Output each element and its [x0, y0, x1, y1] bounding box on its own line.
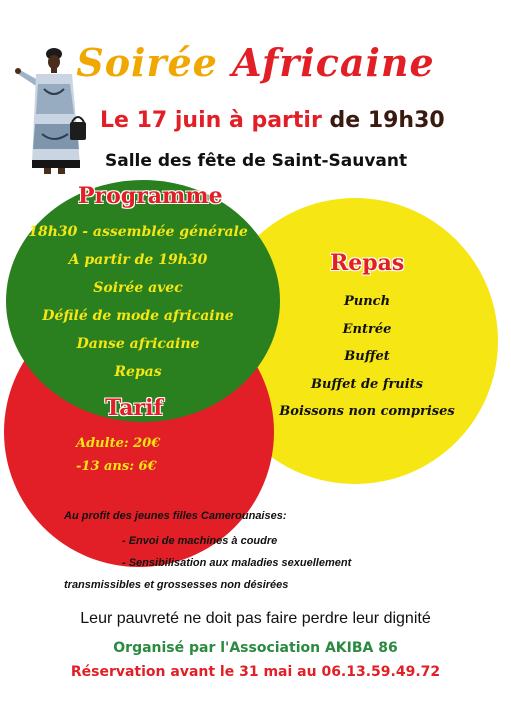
organizer-text: Organisé par l'Association AKIBA 86: [113, 640, 398, 656]
repas-item: Punch: [343, 294, 391, 309]
motto-text: Leur pauvreté ne doit pas faire perdre leur dignité: [80, 610, 431, 627]
tarif-item: Adulte: 20€: [76, 436, 161, 451]
tarif-heading: Tarif: [105, 395, 163, 421]
tarif-list: [76, 432, 160, 478]
profit-intro: Au profit des jeunes filles Camerounaises:: [64, 510, 287, 522]
programme-list: [10, 218, 266, 386]
title-word-africaine: Africaine: [232, 40, 435, 85]
profit-item: - Sensibilisation aux maladies sexuellement: [122, 557, 352, 569]
date-text-part1: Le 17 juin à partir: [100, 108, 322, 133]
event-venue: Salle des fête de Saint-Sauvant: [105, 151, 408, 171]
programme-heading: Programme: [78, 183, 223, 209]
programme-item: A partir de 19h30: [68, 252, 208, 268]
date-text-part2: de: [329, 108, 361, 133]
reservation-text: Réservation avant le 31 mai au 06.13.59.49.72: [70, 664, 441, 680]
profit-item: - Envoi de machines à coudre: [122, 535, 278, 547]
repas-item: Entrée: [342, 321, 392, 337]
repas-item: Boissons non comprises: [279, 404, 455, 419]
repas-heading: Repas: [330, 250, 405, 276]
programme-item: Soirée avec: [93, 280, 183, 296]
programme-item: Danse africaine: [76, 336, 200, 352]
repas-list: [262, 288, 472, 426]
title-word-soiree: Soirée: [76, 40, 218, 85]
repas-item: Buffet de fruits: [310, 376, 424, 392]
programme-item: Défilé de mode africaine: [42, 308, 234, 324]
event-date: [100, 108, 445, 133]
repas-item: Buffet: [344, 349, 390, 364]
event-title: [0, 40, 511, 85]
date-time: 19h30: [367, 108, 445, 133]
programme-item: 18h30 - assemblée générale: [28, 224, 248, 240]
programme-item: Repas: [114, 364, 162, 380]
profit-item-continued: transmissibles et grossesses non désirées: [64, 579, 289, 591]
tarif-item: -13 ans: 6€: [76, 459, 157, 474]
